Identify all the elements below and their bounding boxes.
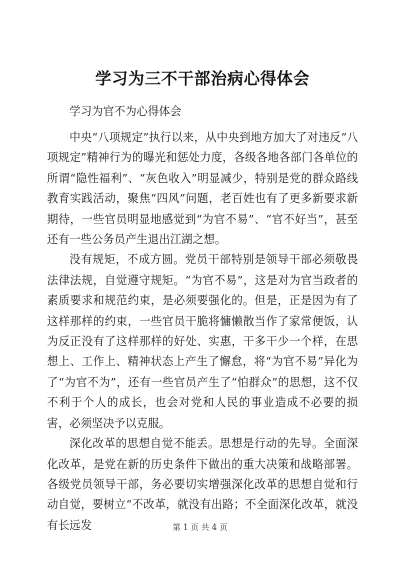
document-subtitle: 学习为官不为心得体会 (69, 105, 182, 118)
paragraph: 深化改革的思想自觉不能丢。思想是行动的先导。全面深化改革，是党在新的历史条件下做出的重大决策和战略部署。各级党员领导干部，务必要切实增强深化改革的思想自觉和行动自觉，要树立“不改革，就没有出路；不全面深化改革，就没有长远发 (47, 437, 358, 532)
paragraph: 没有规矩，不成方圆。党员干部特别是领导干部必须敬畏法律法规，自觉遵守规矩。“为官不易”，这是对为官当政者的素质要求和规范约束，是必须要强化的。但是，正是因为有了这样那样的约束，一些官员干脆将慵懒散当作了家常便饭，认为反正没有了这样那样的好处、实惠，干多干少一个样，在思想上、工作上、精神状态上产生了懈怠，将“为官不易”异化为了“为官不为”，还有一些官员产生了“怕群众”的思想，这不仅不利于个人的成长，也会对党和人民的事业造成不必要的损害，必须坚决予以克服。 (47, 253, 358, 430)
document-title: 学习为三不干部治病心得体会 (95, 69, 310, 88)
paragraph: 中央“八项规定”执行以来，从中央到地方加大了对违反“八项规定”精神行为的曝光和惩处力度，各级各地各部门各单位的所谓“隐性福利”、“灰色收入”明显减少，特别是党的群众路线教育实践活动，聚焦“四风”问题，老百姓也有了更多新要求新期待，一些官员明显地感觉到“为官不易”、“官不好当”，甚至还有一些公务员产生退出江湖之想。 (47, 131, 358, 247)
page-footer: 第 1 页 共 4 页 (172, 523, 228, 532)
